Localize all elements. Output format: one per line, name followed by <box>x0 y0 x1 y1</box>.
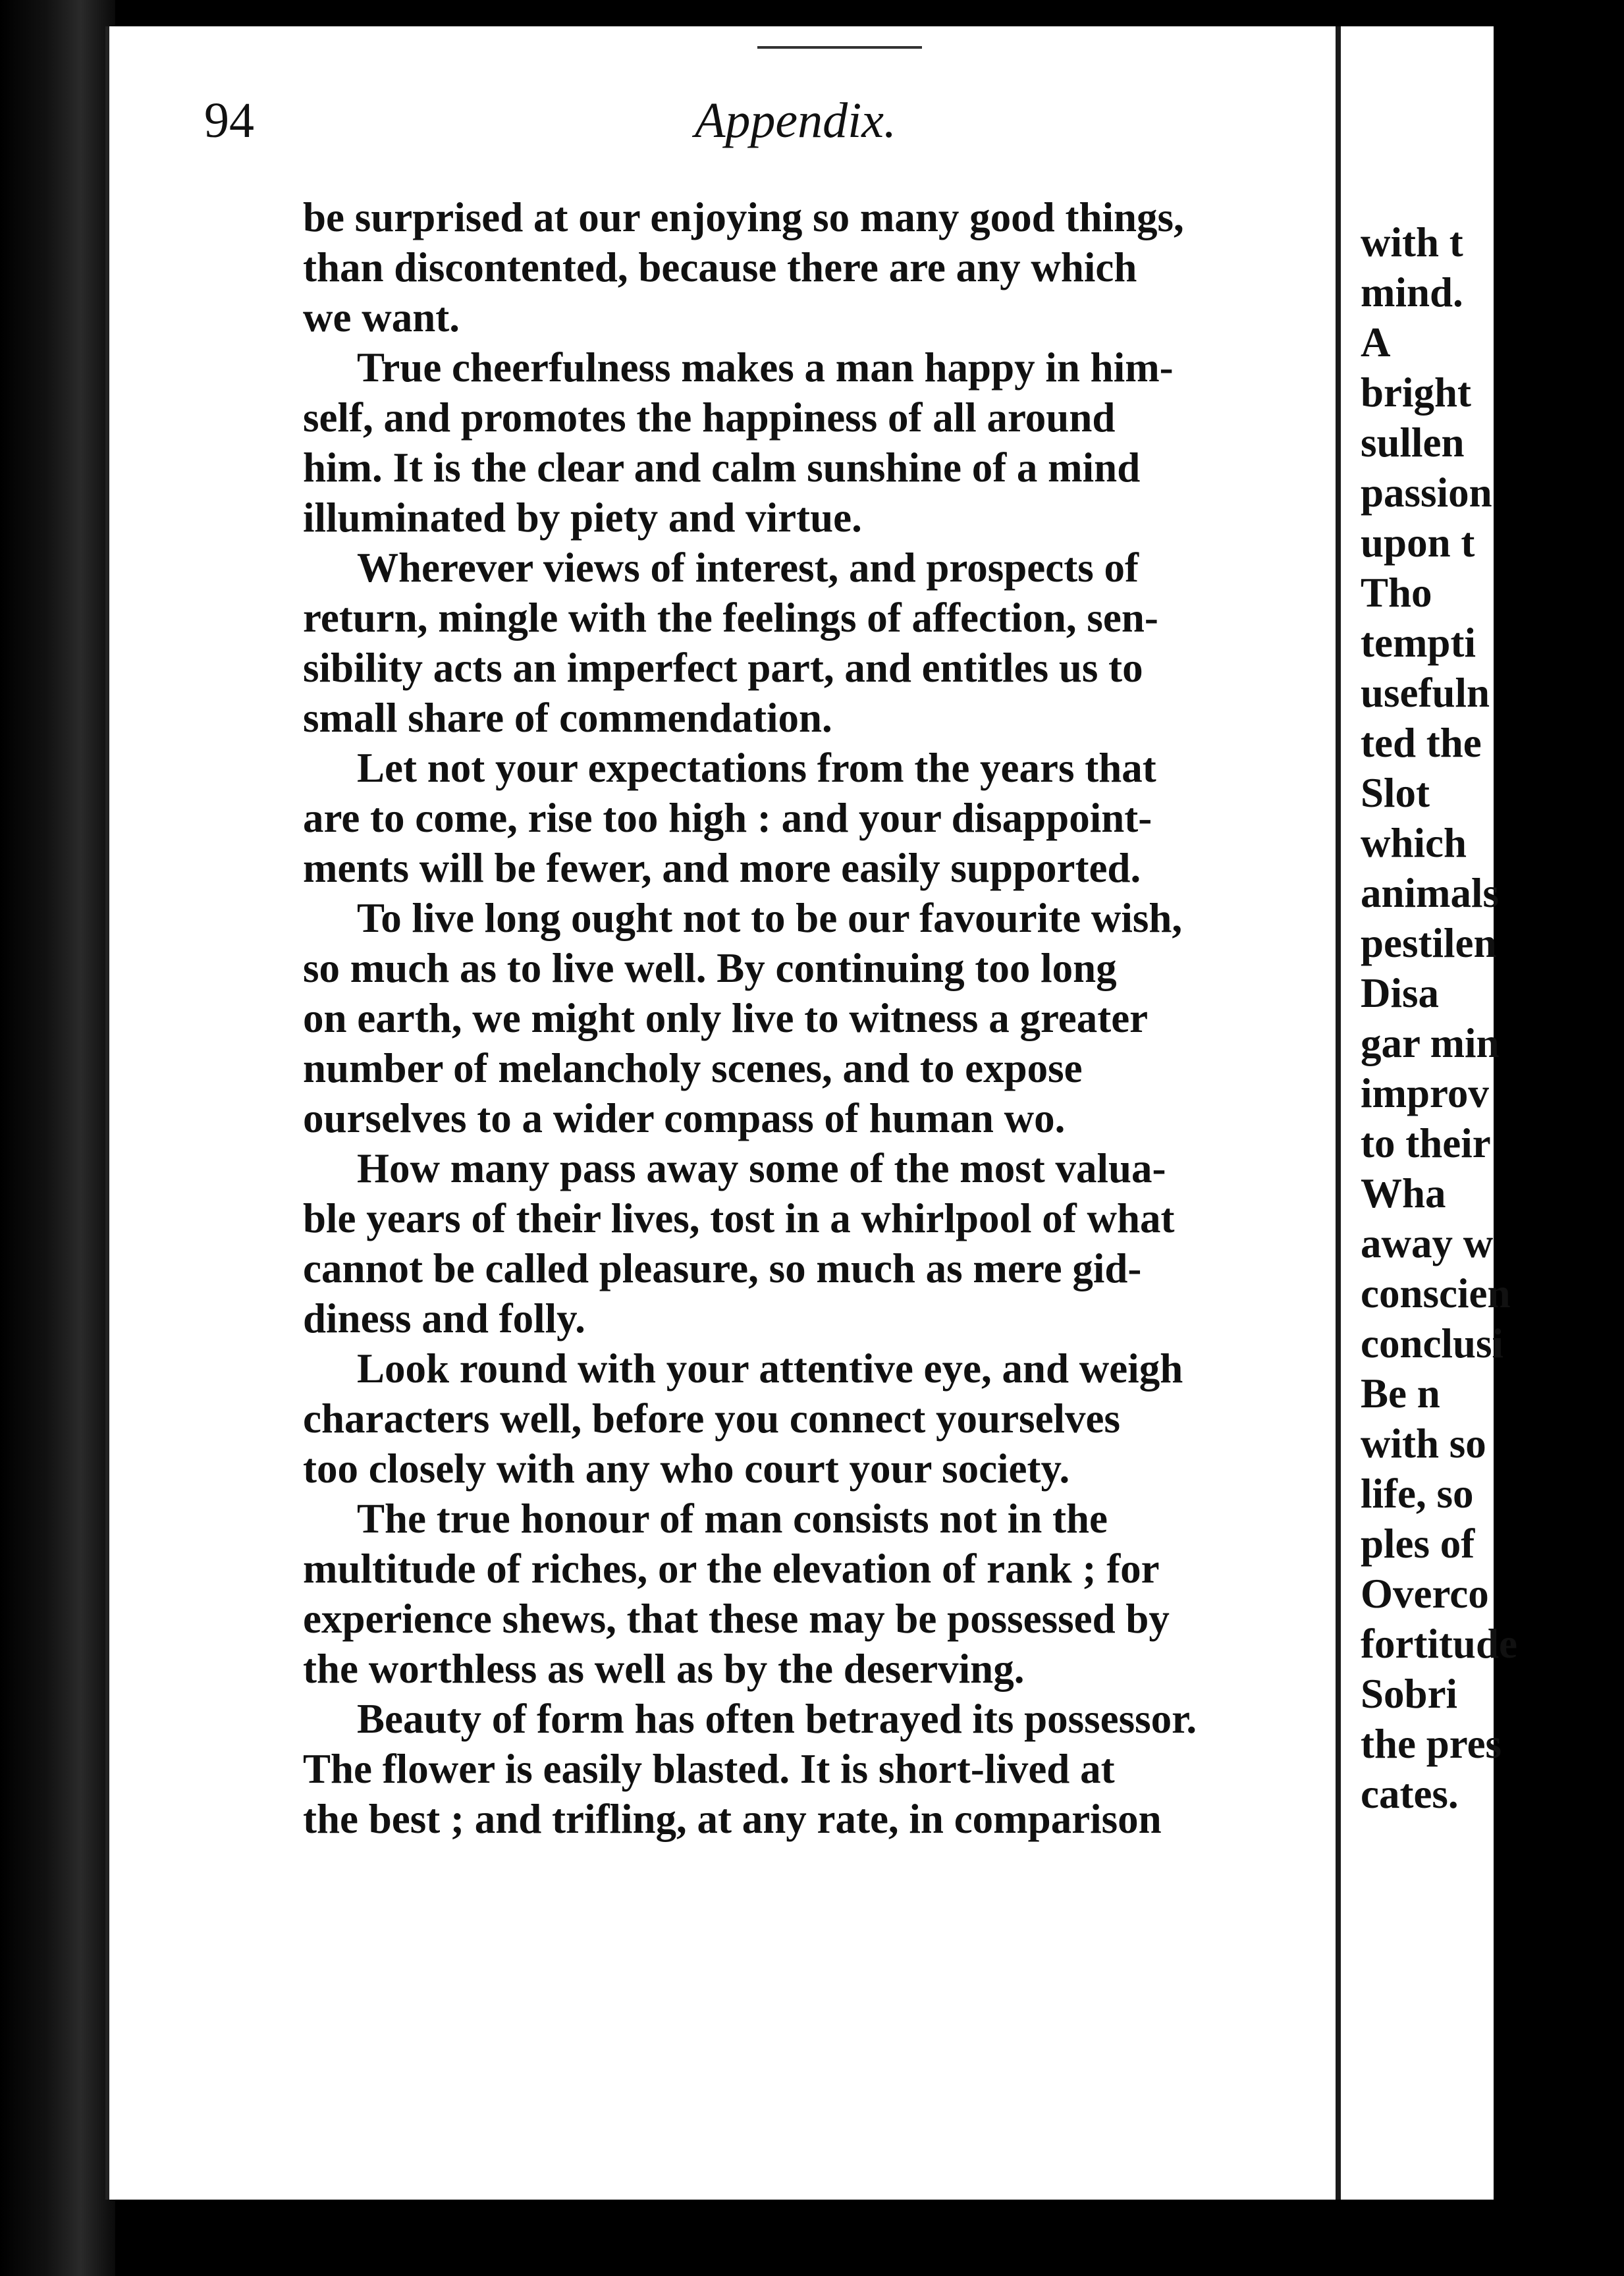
facing-page-line: gar min <box>1361 1020 1500 1066</box>
text-line: characters well, before you connect yourselves <box>303 1395 1121 1442</box>
facing-page-line: conclusi <box>1361 1320 1504 1367</box>
text-line: sibility acts an imperfect part, and entitles us to <box>303 645 1143 691</box>
facing-page-line: Wha <box>1361 1170 1446 1216</box>
facing-page <box>1341 26 1517 2200</box>
facing-page-line: improv <box>1361 1070 1489 1116</box>
text-line: True cheerfulness makes a man happy in him- <box>357 344 1174 391</box>
text-line: small share of commendation. <box>303 695 832 741</box>
main-text-column <box>303 192 1284 1844</box>
text-line: the worthless as well as by the deserving. <box>303 1646 1025 1692</box>
facing-page-line: Disa <box>1361 970 1440 1016</box>
text-line: multitude of riches, or the elevation of rank ; for <box>303 1546 1160 1592</box>
text-line: cannot be called pleasure, so much as mere gid- <box>303 1245 1142 1291</box>
facing-page-line: passion <box>1361 470 1492 516</box>
book-spine-shadow <box>0 0 115 2276</box>
facing-page-line: animals <box>1361 870 1500 916</box>
text-line: Beauty of form has often betrayed its possessor. <box>357 1696 1197 1742</box>
facing-page-line: cates. <box>1361 1771 1459 1817</box>
text-line: than discontented, because there are any which <box>303 244 1137 290</box>
text-line: the best ; and trifling, at any rate, in comparison <box>303 1796 1162 1842</box>
text-line: How many pass away some of the most valua- <box>357 1145 1166 1191</box>
text-line: are to come, rise too high : and your disappoint- <box>303 795 1152 841</box>
text-line: number of melancholy scenes, and to expose <box>303 1045 1083 1091</box>
page-header <box>204 92 915 165</box>
facing-page-line: A <box>1361 319 1391 366</box>
text-line: be surprised at our enjoying so many good things, <box>303 194 1184 240</box>
text-line: illuminated by piety and virtue. <box>303 495 862 541</box>
facing-page-line: Tho <box>1361 570 1432 616</box>
page-gutter <box>1336 26 1341 2200</box>
facing-page-line: mind. <box>1361 269 1463 315</box>
facing-page-line: the pres <box>1361 1721 1502 1767</box>
text-line: we want. <box>303 294 460 340</box>
facing-page-line: pestilen <box>1361 920 1497 966</box>
text-line: To live long ought not to be our favourite wish, <box>357 895 1183 941</box>
text-line: self, and promotes the happiness of all around <box>303 394 1116 441</box>
facing-page-line: usefuln <box>1361 670 1490 716</box>
facing-page-line: ted the <box>1361 720 1482 766</box>
facing-page-line: Slot <box>1361 770 1430 816</box>
text-line: so much as to live well. By continuing too long <box>303 945 1117 991</box>
text-line: Look round with your attentive eye, and weigh <box>357 1345 1183 1392</box>
facing-page-line: Sobri <box>1361 1671 1458 1717</box>
facing-page-line: conscien <box>1361 1270 1511 1316</box>
facing-page-line: sullen <box>1361 420 1465 466</box>
facing-page-line: ples of <box>1361 1521 1475 1567</box>
facing-page-line: which <box>1361 820 1467 866</box>
text-line: Wherever views of interest, and prospects of <box>357 545 1139 591</box>
facing-page-line: Overco <box>1361 1571 1489 1617</box>
page-number: 94 <box>204 93 254 148</box>
page-top-mark <box>757 26 922 49</box>
facing-page-text <box>1361 217 1624 1819</box>
text-line: him. It is the clear and calm sunshine of a mind <box>303 445 1141 491</box>
text-line: ble years of their lives, tost in a whirlpool of what <box>303 1195 1175 1241</box>
facing-page-line: fortitude <box>1361 1621 1517 1667</box>
facing-page-line: with t <box>1361 219 1463 265</box>
facing-page-line: upon t <box>1361 520 1475 566</box>
text-line: diness and folly. <box>303 1295 585 1341</box>
facing-page-line: away w <box>1361 1220 1494 1266</box>
facing-page-line: tempti <box>1361 620 1476 666</box>
text-line: return, mingle with the feelings of affection, sen- <box>303 595 1158 641</box>
text-line: Let not your expectations from the years that <box>357 745 1156 791</box>
facing-page-line: life, so <box>1361 1471 1474 1517</box>
text-line: experience shews, that these may be possessed by <box>303 1596 1170 1642</box>
text-line: The true honour of man consists not in the <box>357 1496 1108 1542</box>
facing-page-line: to their <box>1361 1120 1491 1166</box>
text-line: too closely with any who court your society. <box>303 1446 1070 1492</box>
text-line: The flower is easily blasted. It is short-lived at <box>303 1746 1115 1792</box>
text-line: on earth, we might only live to witness a greater <box>303 995 1149 1041</box>
facing-page-line: Be n <box>1361 1370 1440 1417</box>
text-line: ourselves to a wider compass of human wo. <box>303 1095 1066 1141</box>
running-head: Appendix. <box>695 93 897 148</box>
facing-page-line: with so <box>1361 1421 1486 1467</box>
text-line: ments will be fewer, and more easily supported. <box>303 845 1141 891</box>
facing-page-line: bright <box>1361 369 1472 416</box>
